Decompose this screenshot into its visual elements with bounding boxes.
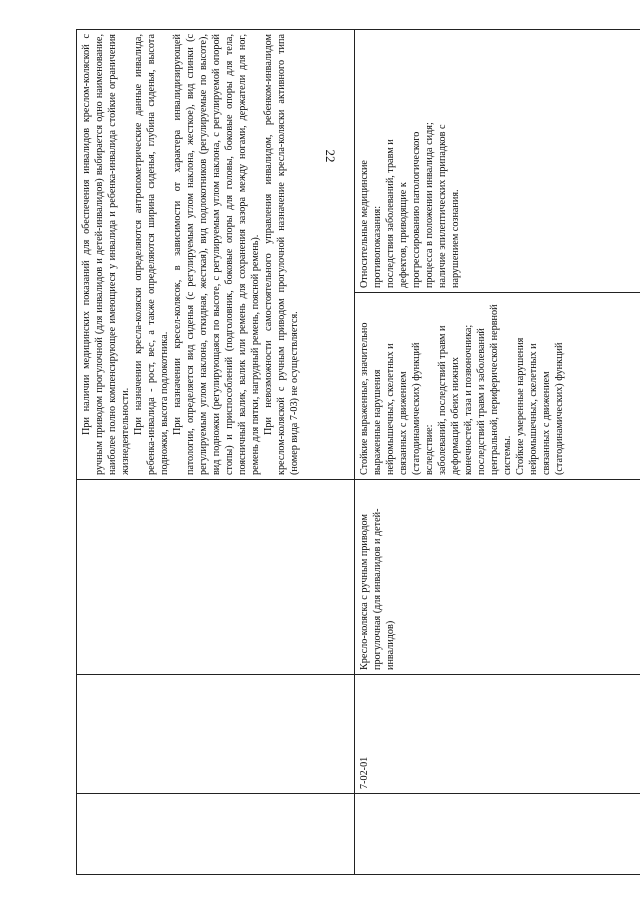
text-line: Относительные медицинские — [359, 160, 370, 288]
text-line: связанных с движением — [541, 371, 552, 475]
rotated-table-container — [76, 30, 640, 875]
indications-cell — [355, 293, 640, 480]
text-line: вследствие: — [424, 424, 435, 475]
empty-cell — [77, 480, 355, 675]
empty-cell — [355, 794, 640, 875]
text-line: конечностей, таза и позвоночника; — [463, 324, 474, 475]
paragraph: При назначении кресел-колясок, в зависимости от характера инвалидизирующей патологии, определяется вид сиденья (с регулируемым углом наклона, жесткое), вид спинки (с регулируемым углом наклона, откидная, жесткая), вид подлокотников (регулируемые по высоте), вид подножки (регулирующаяся по высоте, с регулируемым углом наклона, с регулируемой опорой стопы) и приспособлений (подголовник, боковые опоры для головы, боковые опоры для тела, поясничный валик, валик или ремень для сохранения зазора между ногами, держатели для ног, ремень для пятки, нагрудный ремень, поясной ремень). — [172, 34, 261, 475]
text-line: центральной, периферической нервной — [489, 304, 500, 475]
empty-cell — [77, 794, 355, 875]
device-name: Кресло-коляска с ручным приводом прогулочная (для инвалидов и детей-инвалидов) — [355, 480, 640, 675]
text-line: связанных с движением — [398, 371, 409, 475]
text-line: последствий травм и заболеваний — [476, 328, 487, 475]
text-line: противопоказания: — [372, 205, 383, 288]
text-line: нарушением сознания. — [450, 189, 461, 288]
text-line: Стойкие умеренные нарушения — [515, 337, 526, 475]
device-code: 7-02-01 — [355, 675, 640, 794]
text-line: (статодинамических) функций — [554, 342, 565, 475]
text-line: выраженные нарушения — [372, 369, 383, 475]
text-line: процесса в положении инвалида сидя; — [424, 122, 435, 288]
paragraph: При невозможности самостоятельного управления инвалидом, ребенком-инвалидом креслом-коляской с ручным приводом прогулочной назначение кресла-коляски активного типа (номер вида 7-03) не осуществляется. — [263, 34, 300, 475]
paragraph: При наличии медицинских показаний для обеспечения инвалидов креслом-коляской с ручным приводом прогулочной (для инвалидов и детей-инвалидов) выбирается одно наименование, наиболее полно компенсирующее имеющиеся у инвалида и ребенка-инвалида стойкие ограничения жизнедеятельности. — [81, 34, 131, 475]
page-number: 22 — [323, 149, 338, 163]
text-line: нейромышечных, скелетных и — [385, 343, 396, 475]
text-line: последствия заболеваний, травм и — [385, 139, 396, 288]
text-line: прогрессированию патологического — [411, 131, 422, 288]
text-line: системы. — [502, 435, 513, 475]
paragraph: При назначении кресла-коляски определяются антропометрические данные инвалида, ребенка-инвалида - рост, вес, а также определяются ширина сиденья, глубина сиденья, высота подножки, высота подлокотника. — [133, 34, 170, 475]
text-line: дефектов, приводящие к — [398, 182, 409, 288]
text-line: Стойкие выраженные, значительно — [359, 322, 370, 475]
text-line: нейромышечных, скелетных и — [528, 343, 539, 475]
text-line: деформаций обеих нижних — [450, 357, 461, 475]
table-row — [77, 30, 355, 875]
devices-table — [76, 29, 640, 875]
requirements-cell — [77, 30, 355, 480]
contraindications-cell — [355, 30, 640, 293]
text-line: (статодинамических) функций — [411, 342, 422, 475]
table-row — [355, 30, 640, 875]
text-line: наличие эпилептических припадков с — [437, 124, 448, 288]
empty-cell — [77, 675, 355, 794]
text-line: заболеваний, последствий травм и — [437, 325, 448, 475]
